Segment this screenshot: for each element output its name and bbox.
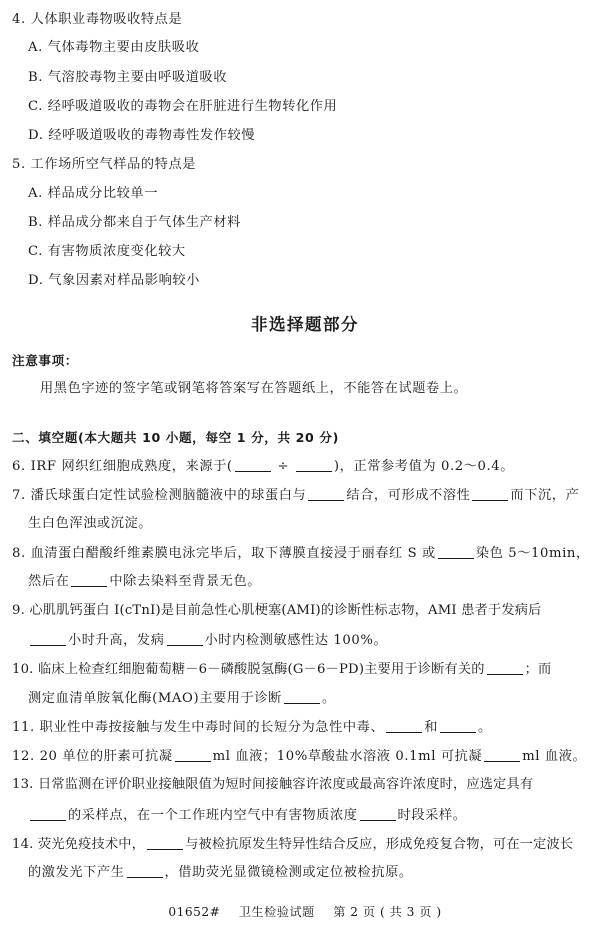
- question-5-option-b: B. 样品成分都来自于气体生产材料: [28, 215, 241, 230]
- question-12-text: 12. 20 单位的肝素可抗凝: [12, 749, 173, 764]
- question-14-text: ，借助荧光显微镜检测或定位被检抗原。: [164, 865, 413, 880]
- exam-subject: 卫生检验试题: [238, 905, 315, 919]
- question-7-text: 结合，可形成不溶性: [346, 488, 471, 503]
- question-9-cont: [28, 631, 387, 650]
- question-14-text: 的激发光下产生: [28, 865, 125, 880]
- question-12-text: ml 血液；10%草酸盐水溶液 0.1ml 可抗凝: [212, 749, 483, 764]
- fill-section-heading: 二、填空题(本大题共 10 小题，每空 1 分，共 20 分): [12, 430, 339, 445]
- question-6-text: ÷: [277, 459, 290, 474]
- question-14-text: 14. 荧光免疫技术中，: [12, 837, 146, 852]
- notice-label: 注意事项：: [12, 353, 78, 368]
- question-9-text: 小时升高，发病: [68, 633, 165, 648]
- question-8-text: 染色 5～10min，: [475, 546, 590, 561]
- answer-blank[interactable]: [487, 660, 523, 675]
- question-6-text: )，正常参考值为 0.2～0.4。: [333, 459, 515, 474]
- answer-blank[interactable]: [175, 747, 211, 762]
- answer-blank[interactable]: [438, 544, 474, 559]
- question-11-text: 和: [424, 720, 439, 735]
- answer-blank[interactable]: [235, 457, 271, 472]
- answer-blank[interactable]: [360, 806, 396, 821]
- question-10-text: ；而: [524, 662, 552, 677]
- answer-blank[interactable]: [30, 631, 66, 646]
- question-11-text: 。: [478, 720, 492, 735]
- answer-blank[interactable]: [30, 806, 66, 821]
- question-7-text: 而下沉，产: [510, 488, 580, 503]
- question-8-text: 8. 血清蛋白醋酸纤维素膜电泳完毕后，取下薄膜直接浸于丽春红 S 或: [12, 546, 436, 561]
- question-10-cont: [28, 689, 336, 708]
- answer-blank[interactable]: [147, 835, 183, 850]
- question-4-stem: 4. 人体职业毒物吸收特点是: [12, 12, 183, 27]
- question-8-text: 然后在: [28, 574, 70, 589]
- answer-blank[interactable]: [484, 747, 520, 762]
- question-11-text: 11. 职业性中毒按接触与发生中毒时间的长短分为急性中毒、: [12, 720, 385, 735]
- question-7: [12, 486, 579, 505]
- answer-blank[interactable]: [127, 863, 163, 878]
- question-10-text: 10. 临床上检查红细胞葡萄糖－6－磷酸脱氢酶(G－6－PD)主要用于诊断有关的: [12, 662, 485, 677]
- question-10-text: 测定血清单胺氧化酶(MAO)主要用于诊断: [28, 691, 282, 706]
- answer-blank[interactable]: [71, 572, 107, 587]
- answer-blank[interactable]: [284, 689, 320, 704]
- question-8-cont: [28, 572, 261, 591]
- question-9-text: 小时内检测敏感性达 100%。: [204, 633, 388, 648]
- question-8-text: 中除去染料至背景无色。: [109, 574, 262, 589]
- question-13-text: 的采样点，在一个工作班内空气中有害物质浓度: [68, 808, 358, 823]
- notice-text: 用黑色字迹的签字笔或钢笔将答案写在答题纸上，不能答在试题卷上。: [40, 381, 468, 396]
- question-13-cont: [28, 806, 466, 825]
- question-12-text: ml 血液。: [522, 749, 587, 764]
- question-5-stem: 5. 工作场所空气样品的特点是: [12, 157, 197, 172]
- answer-blank[interactable]: [440, 718, 476, 733]
- question-7-text: 7. 潘氏球蛋白定性试验检测脑髓液中的球蛋白与: [12, 488, 307, 503]
- section-title: 非选择题部分: [251, 315, 359, 334]
- question-4-option-a: A. 气体毒物主要由皮肤吸收: [28, 40, 200, 55]
- question-4-option-c: C. 经呼吸道吸收的毒物会在肝脏进行生物转化作用: [28, 99, 338, 114]
- question-5-option-a: A. 样品成分比较单一: [28, 186, 159, 201]
- question-14: [12, 835, 573, 854]
- exam-code: 01652#: [168, 905, 221, 919]
- question-9: 9. 心肌肌钙蛋白 I(cTnI)是目前急性心肌梗塞(AMI)的诊断性标志物，AMI 患者于发病后: [12, 603, 542, 618]
- question-10: [12, 660, 551, 679]
- answer-blank[interactable]: [472, 486, 508, 501]
- page-footer: [0, 903, 610, 921]
- question-10-text: 。: [321, 691, 336, 706]
- question-13-text: 时段采样。: [397, 808, 467, 823]
- question-14-cont: [28, 863, 413, 882]
- question-11: [12, 718, 492, 737]
- question-8: [12, 544, 590, 563]
- question-7-cont: 生白色浑浊或沉淀。: [28, 516, 153, 531]
- answer-blank[interactable]: [296, 457, 332, 472]
- question-6: [12, 457, 514, 476]
- question-5-option-c: C. 有害物质浓度变化较大: [28, 244, 186, 259]
- question-4-option-d: D. 经呼吸道吸收的毒物毒性发作较慢: [28, 128, 256, 143]
- question-14-text: 与被检抗原发生特异性结合反应，形成免疫复合物，可在一定波长: [185, 837, 574, 852]
- question-5-option-d: D. 气象因素对样品影响较小: [28, 273, 200, 288]
- page-number: 第 2 页 ( 共 3 页 ): [333, 905, 442, 919]
- question-12: [12, 747, 586, 766]
- answer-blank[interactable]: [308, 486, 344, 501]
- question-6-text: 6. IRF 网织红细胞成熟度，来源于(: [12, 459, 233, 474]
- question-4-option-b: B. 气溶胶毒物主要由呼吸道吸收: [28, 70, 228, 85]
- question-13: 13. 日常监测在评价职业接触限值为短时间接触容许浓度或最高容许浓度时，应选定具有: [12, 777, 534, 792]
- answer-blank[interactable]: [167, 631, 203, 646]
- answer-blank[interactable]: [386, 718, 422, 733]
